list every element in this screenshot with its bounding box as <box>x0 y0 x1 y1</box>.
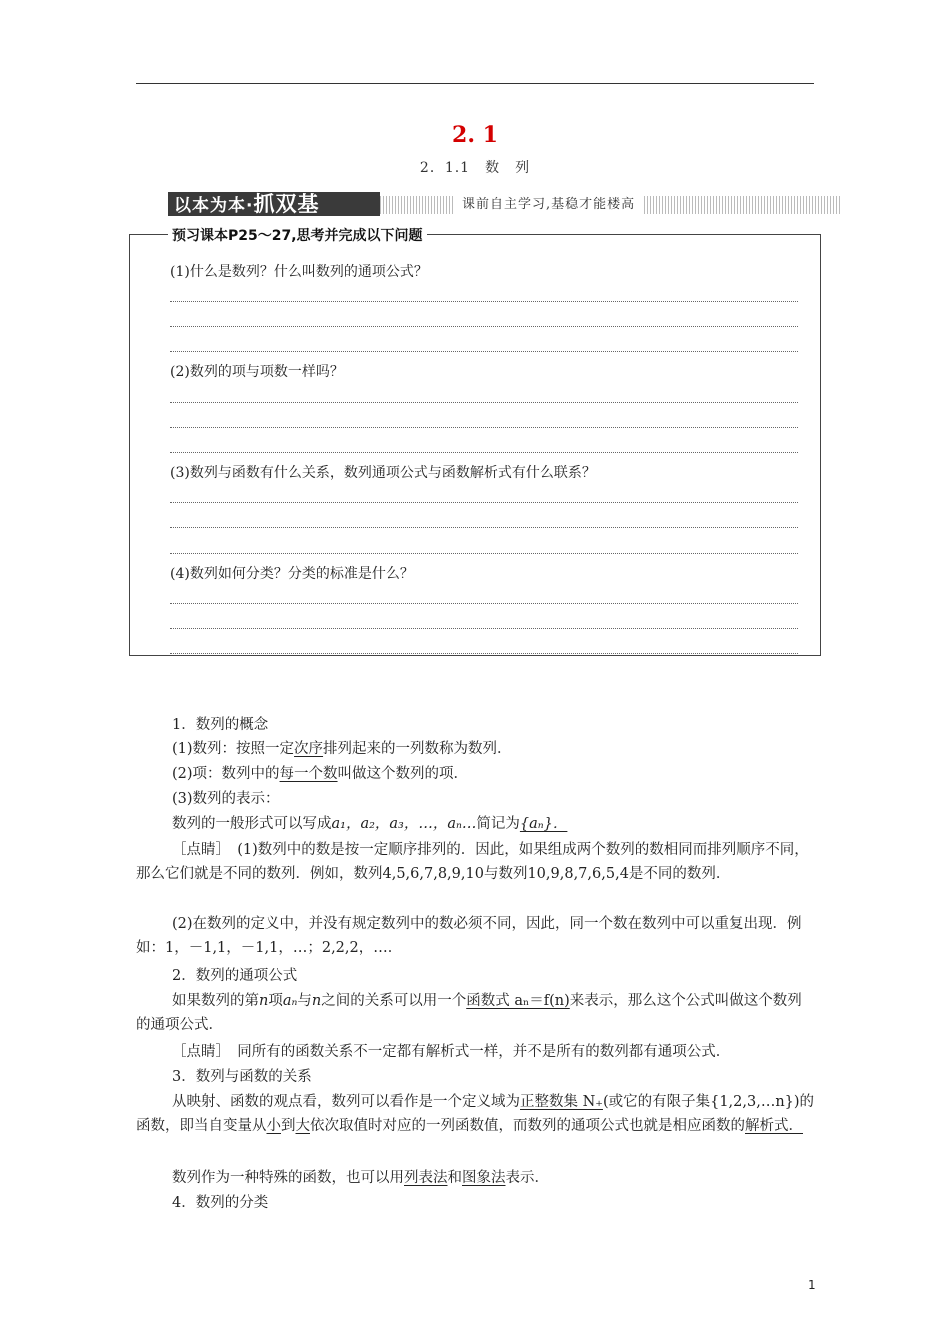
note-formula: ［点睛］ 同所有的函数关系不一定都有解析式一样，并不是所有的数列都有通项公式． <box>172 1044 731 1060</box>
question-2: (2)数列的项与项数一样吗？ <box>170 364 344 380</box>
note-repeat: (2)在数列的定义中，并没有规定数列中的数必须不同，因此，同一个数在数列中可以重复出现．例如：1，－1,1，－1,1，…；2,2,2，…． <box>136 916 802 956</box>
answer-line <box>170 301 798 302</box>
para-general-form: 数列的一般形式可以写成a₁，a₂，a₃，…，aₙ…简记为{aₙ}． <box>172 816 568 832</box>
banner-tagline: 课前自主学习,基稳才能楼高 <box>454 196 643 214</box>
para-general-term: 如果数列的第n项aₙ与n之间的关系可以用一个函数式 aₙ＝f(n)来表示，那么这个公式叫做这个数列的通项公式． <box>136 993 802 1033</box>
answer-line <box>170 603 798 604</box>
answer-line <box>170 427 798 428</box>
section-banner <box>168 192 840 216</box>
note-order: ［点睛］ (1)数列中的数是按一定顺序排列的．因此，如果组成两个数列的数相同而排列顺序不同，那么它们就是不同的数列．例如，数列4,5,6,7,8,9,10与数列10,9,8,7,6,5,4是不同的数列． <box>136 842 809 882</box>
preview-box <box>129 228 821 656</box>
answer-line <box>170 402 798 403</box>
answer-line <box>170 351 798 352</box>
section-number: 2. 1 <box>452 122 498 148</box>
para-function: 从映射、函数的观点看，数列可以看作是一个定义域为正整数集 N₊(或它的有限子集{1,2,3,…n})的函数，即当自变量从小到大依次取值时对应的一列函数值，而数列的通项公式也就是相应函数的解析式． <box>136 1094 815 1134</box>
preview-box-title: 预习课本P25～27,思考并完成以下问题 <box>168 225 427 245</box>
heading-classification: 4．数列的分类 <box>172 1195 269 1211</box>
banner-label: 以本为本·抓双基 <box>168 192 380 216</box>
answer-line <box>170 527 798 528</box>
heading-function: 3．数列与函数的关系 <box>172 1069 312 1085</box>
para-term: (2)项：数列中的每一个数叫做这个数列的项． <box>172 766 469 782</box>
question-4: (4)数列如何分类？分类的标准是什么？ <box>170 566 414 582</box>
answer-line <box>170 653 798 654</box>
heading-general-term: 2．数列的通项公式 <box>172 968 298 984</box>
para-notation: (3)数列的表示： <box>172 791 280 807</box>
answer-line <box>170 452 798 453</box>
header-rule <box>136 83 814 84</box>
page-number: 1 <box>808 1278 816 1292</box>
heading-concept: 1．数列的概念 <box>172 717 269 733</box>
question-3: (3)数列与函数有什么关系，数列通项公式与函数解析式有什么联系？ <box>170 465 596 481</box>
question-1: (1)什么是数列？什么叫数列的通项公式？ <box>170 264 428 280</box>
answer-line <box>170 502 798 503</box>
subsection-title: 2．1.1 数 列 <box>419 160 531 176</box>
answer-line <box>170 628 798 629</box>
para-definition: (1)数列：按照一定次序排列起来的一列数称为数列． <box>172 741 512 757</box>
para-representation: 数列作为一种特殊的函数，也可以用列表法和图象法表示． <box>172 1170 549 1186</box>
answer-line <box>170 326 798 327</box>
answer-line <box>170 553 798 554</box>
